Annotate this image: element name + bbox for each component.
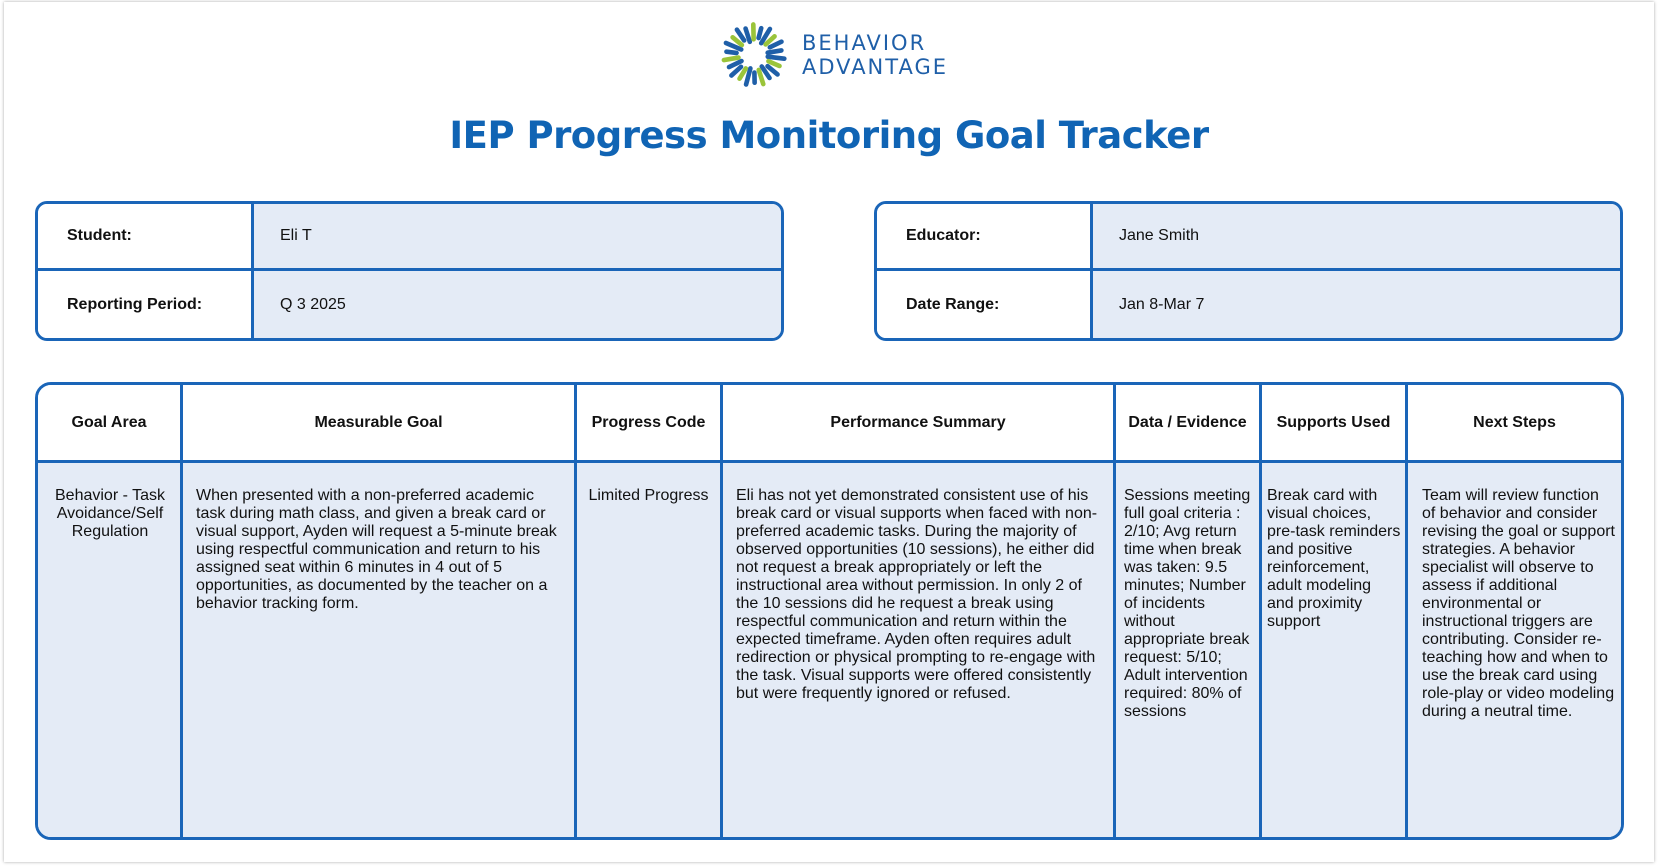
student-info-box [35,201,784,341]
logo-ray [768,57,785,59]
sunburst-logo-icon [716,18,792,92]
cell-next-steps: Team will review function of behavior and consider revising the goal or support strategies. A behavior specialist will observe to assess if additional environmental or instructional triggers are contributing. Consider re-teaching how and when to use the break card using role-play or video modeling during a neutral time. [1408,463,1621,837]
logo-ray [731,67,741,76]
reporting-period-label: Reporting Period: [38,271,254,338]
brand-logo [716,18,948,92]
brand-name-line2: ADVANTAGE [802,55,948,79]
logo-ray [726,52,736,53]
header-supports-used: Supports Used [1262,385,1408,463]
date-range-label: Date Range: [877,271,1093,338]
header-performance-summary: Performance Summary [723,385,1116,463]
brand-name [802,31,948,79]
student-label: Student: [38,204,254,271]
logo-ray [724,58,739,60]
document-page [4,2,1654,862]
educator-label: Educator: [877,204,1093,271]
header-data-evidence: Data / Evidence [1116,385,1262,463]
cell-data-evidence: Sessions meeting full goal criteria : 2/10; Avg return time when break was taken: 9.5 minutes; Number of incidents without appropriate break request: 5/10; Adult intervention required: 80% of sessions [1116,463,1262,837]
educator-value: Jane Smith [1093,204,1620,271]
page-title: IEP Progress Monitoring Goal Tracker [449,114,1209,157]
logo-ray [768,61,779,66]
logo-ray [768,50,782,52]
header-progress-code: Progress Code [577,385,723,463]
header-measurable-goal: Measurable Goal [183,385,577,463]
cell-performance-summary: Eli has not yet demonstrated consistent use of his break card or visual supports when faced with non-preferred academic tasks. During the majority of observed opportunities (10 sessions), he either did not request a break appropriately or left the instructional area without permission. In only 2 of the 10 sessions did he request a break using respectful communication and return within the expected timeframe. Ayden often requires adult redirection or physical prompting to re-engage with the task. Visual supports were offered consistently but were frequently ignored or refused. [723,463,1116,837]
cell-progress-code: Limited Progress [577,463,723,837]
header-next-steps: Next Steps [1408,385,1621,463]
header-goal-area: Goal Area [38,385,183,463]
logo-ray [770,42,782,48]
educator-info-box [874,201,1623,341]
cell-supports-used: Break card with visual choices, pre-task reminders and positive reinforcement, adult modeling and proximity support [1262,463,1408,837]
reporting-period-value: Q 3 2025 [254,271,781,338]
cell-goal-area: Behavior - Task Avoidance/Self Regulation [38,463,183,837]
date-range-value: Jan 8-Mar 7 [1093,271,1620,338]
student-value: Eli T [254,204,781,271]
goal-tracker-table [35,382,1624,840]
cell-measurable-goal: When presented with a non-preferred academic task during math class, and given a break card or visual support, Ayden will request a 5-minute break using respectful communication and return to his assigned seat within 6 minutes in 4 out of 5 opportunities, as documented by the teacher on a behavior tracking form. [183,463,577,837]
logo-ray [759,70,763,84]
brand-name-line1: BEHAVIOR [802,31,927,55]
logo-ray [759,28,762,38]
